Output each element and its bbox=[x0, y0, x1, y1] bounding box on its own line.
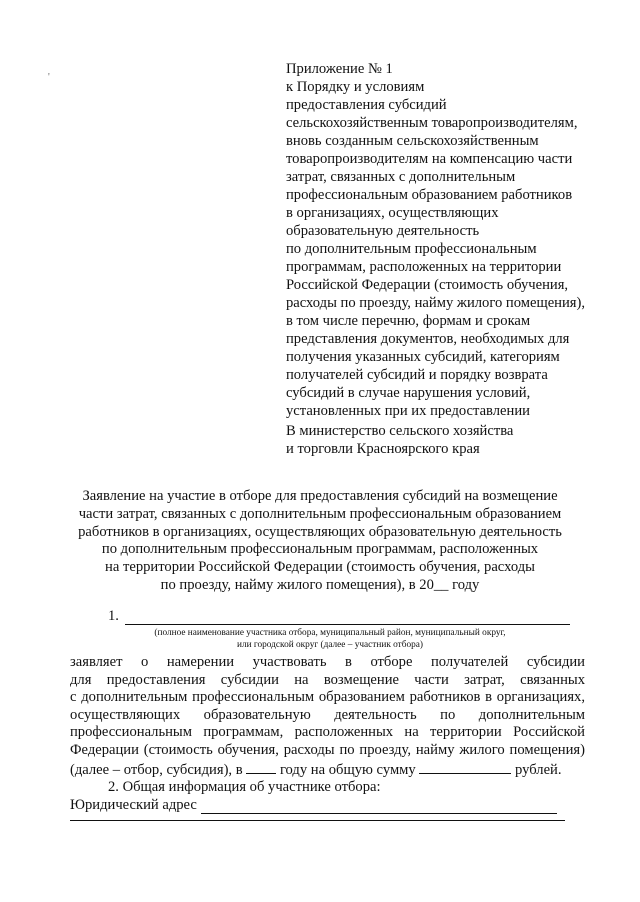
legal-address-row bbox=[70, 797, 585, 815]
annex-line: по дополнительным профессиональным bbox=[286, 241, 537, 257]
participant-name-caption bbox=[110, 628, 550, 651]
body-line: Федерации (стоимость обучения, расходы по проезду, найму жилого помещения) bbox=[70, 741, 585, 758]
title-line: Заявление на участие в отборе для предоставления субсидий на возмещение bbox=[82, 488, 558, 504]
caption-line: (полное наименование участника отбора, муниципальный район, муниципальный округ, bbox=[154, 628, 506, 638]
amount-field[interactable] bbox=[419, 760, 511, 774]
participant-name-row bbox=[108, 607, 570, 625]
section-2-heading: 2. Общая информация об участнике отбора: bbox=[108, 779, 381, 796]
sum-line-text: (далее – отбор, субсидия), в bbox=[70, 761, 243, 778]
annex-line: представления документов, необходимых для bbox=[286, 331, 570, 347]
annex-line: получения указанных субсидий, категориям bbox=[286, 349, 560, 365]
margin-mark: ' bbox=[48, 72, 50, 83]
title-line: по проезду, найму жилого помещения), в 20__ году bbox=[160, 576, 480, 593]
body-line: профессиональным программам, расположенных на территории Российской bbox=[70, 724, 585, 741]
annex-line: товаропроизводителям на компенсацию части bbox=[286, 151, 573, 167]
body-line: заявляет о намерении участвовать в отборе получателей субсидии bbox=[70, 654, 585, 670]
annex-line: в организациях, осуществляющих bbox=[286, 205, 499, 221]
annex-line: Российской Федерации (стоимость обучения, bbox=[286, 277, 569, 293]
annex-line: в том числе перечню, формам и срокам bbox=[286, 313, 531, 329]
year-field[interactable] bbox=[246, 760, 276, 774]
legal-address-label: Юридический адрес bbox=[70, 796, 197, 813]
sum-line-text: году на общую сумму bbox=[279, 761, 416, 778]
annex-line: к Порядку и условиям bbox=[286, 79, 425, 95]
annex-line: затрат, связанных с дополнительным bbox=[286, 169, 516, 185]
title-line: по дополнительным профессиональным программам, расположенных bbox=[101, 541, 539, 558]
annex-line: предоставления субсидий bbox=[286, 97, 447, 113]
annex-line: субсидий в случае нарушения условий, bbox=[286, 385, 531, 401]
annex-line: получателей субсидий и порядку возврата bbox=[286, 367, 548, 383]
addressee-line: В министерство сельского хозяйства bbox=[286, 423, 514, 439]
application-title bbox=[70, 488, 570, 595]
addressee-block bbox=[286, 422, 606, 458]
participant-name-field[interactable] bbox=[125, 610, 570, 625]
annex-line: расходы по проезду, найму жилого помещения), bbox=[286, 295, 586, 311]
application-body bbox=[70, 654, 585, 814]
caption-line: или городской округ (далее – участник отбора) bbox=[237, 639, 423, 650]
annex-line: профессиональным образованием работников bbox=[286, 187, 573, 203]
body-line: для предоставления субсидии на возмещение части затрат, связанных bbox=[70, 671, 585, 688]
annex-line: программам, расположенных на территории bbox=[286, 259, 562, 275]
annex-line: установленных при их предоставлении bbox=[286, 403, 530, 419]
title-line: работников в организациях, осуществляющих образовательную деятельность bbox=[78, 523, 562, 540]
item-number: 1. bbox=[108, 608, 119, 624]
annex-line: Приложение № 1 bbox=[286, 61, 393, 77]
annex-header bbox=[286, 60, 606, 420]
sum-line-text: рублей. bbox=[515, 761, 562, 778]
annex-line: вновь созданным сельскохозяйственным bbox=[286, 133, 539, 149]
sum-line bbox=[70, 760, 585, 780]
body-line: с дополнительным профессиональным образованием работников в организациях, bbox=[70, 689, 585, 706]
title-line: части затрат, связанных с дополнительным профессиональным образованием bbox=[78, 505, 562, 522]
addressee-line: и торговли Красноярского края bbox=[286, 441, 480, 457]
legal-address-continuation-line[interactable] bbox=[70, 820, 565, 821]
legal-address-field[interactable] bbox=[201, 800, 557, 814]
body-line: осуществляющих образовательную деятельность по дополнительным bbox=[70, 706, 585, 723]
annex-line: образовательную деятельность bbox=[286, 223, 480, 239]
title-line: на территории Российской Федерации (стоимость обучения, расходы bbox=[105, 559, 535, 576]
annex-line: сельскохозяйственным товаропроизводителям, bbox=[286, 115, 578, 131]
